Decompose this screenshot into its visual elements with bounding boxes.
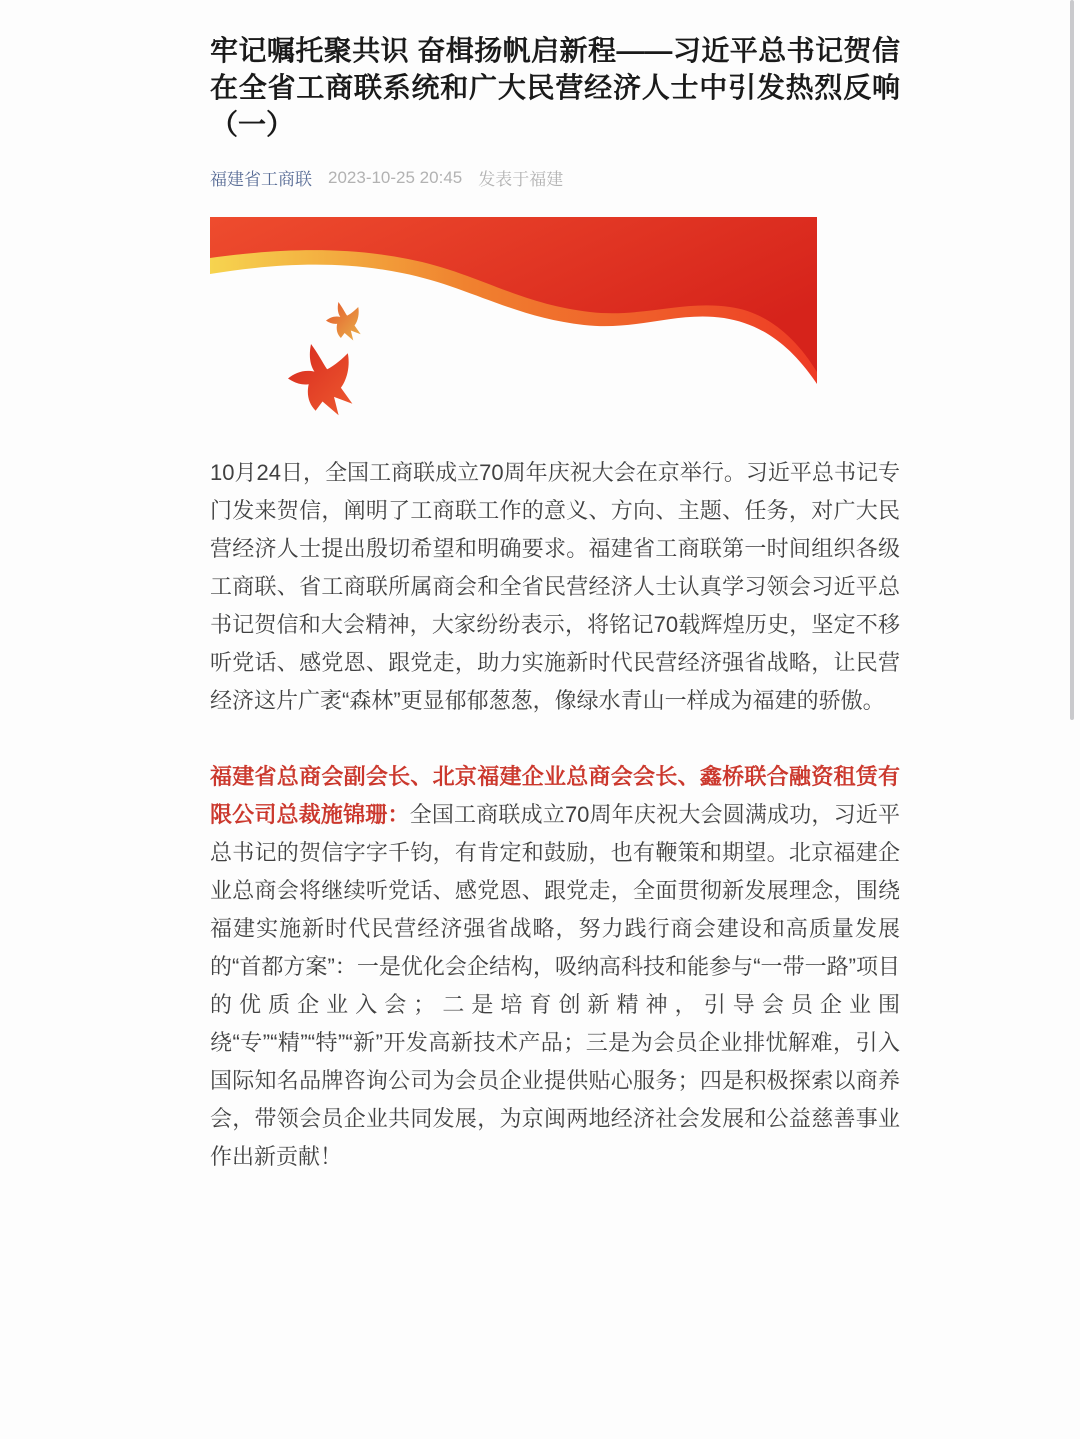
paragraph-quote: [210, 758, 900, 1176]
page-title: 牢记嘱托聚共识 奋楫扬帆启新程——习近平总书记贺信在全省工商联系统和广大民营经济人士中引发热烈反响（一）: [210, 35, 900, 140]
account-link[interactable]: 福建省工商联: [210, 170, 312, 189]
scrollbar-thumb[interactable]: [1070, 0, 1074, 720]
dove-small-icon: [326, 302, 361, 340]
paragraph-intro: 10月24日，全国工商联成立70周年庆祝大会在京举行。习近平总书记专门发来贺信，阐明了工商联工作的意义、方向、主题、任务，对广大民营经济人士提出殷切希望和明确要求。福建省工商联第一时间组织各级工商联、省工商联所属商会和全省民营经济人士认真学习领会习近平总书记贺信和大会精神，大家纷纷表示，将铭记70载辉煌历史，坚定不移听党话、感党恩、跟党走，助力实施新时代民营经济强省战略，让民营经济这片广袤“森林”更显郁郁葱葱，像绿水青山一样成为福建的骄傲。: [210, 460, 900, 713]
quote-text: 全国工商联成立70周年庆祝大会圆满成功，习近平总书记的贺信字字千钧，有肯定和鼓励，也有鞭策和期望。北京福建企业总商会将继续听党话、感党恩、跟党走，全面贯彻新发展理念，围绕福建实施新时代民营经济强省战略，努力践行商会建设和高质量发展的“首都方案”：一是优化会企结构，吸纳高科技和能参与“一带一路”项目的优质企业入会；二是培育创新精神，引导会员企业围绕“专”“精”“特”“新”开发高新技术产品；三是为会员企业排忧解难，引入国际知名品牌咨询公司为会员企业提供贴心服务；四是积极探索以商养会，带领会员企业共同发展，为京闽两地经济社会发展和公益慈善事业作出新贡献！: [210, 802, 900, 1169]
red-wave-doves-graphic: [210, 214, 817, 424]
article-content: [210, 0, 900, 1184]
dove-large-icon: [288, 344, 352, 415]
publish-time: 2023-10-25 20:45: [328, 167, 463, 187]
article-meta: [210, 165, 900, 190]
publish-location: 发表于福建: [478, 170, 564, 189]
speaker-name-highlight: 福建省总商会副会长、北京福建企业总商会会长、鑫桥联合融资租赁有限公司总裁施锦珊：: [210, 764, 900, 827]
banner-image[interactable]: [210, 214, 817, 424]
